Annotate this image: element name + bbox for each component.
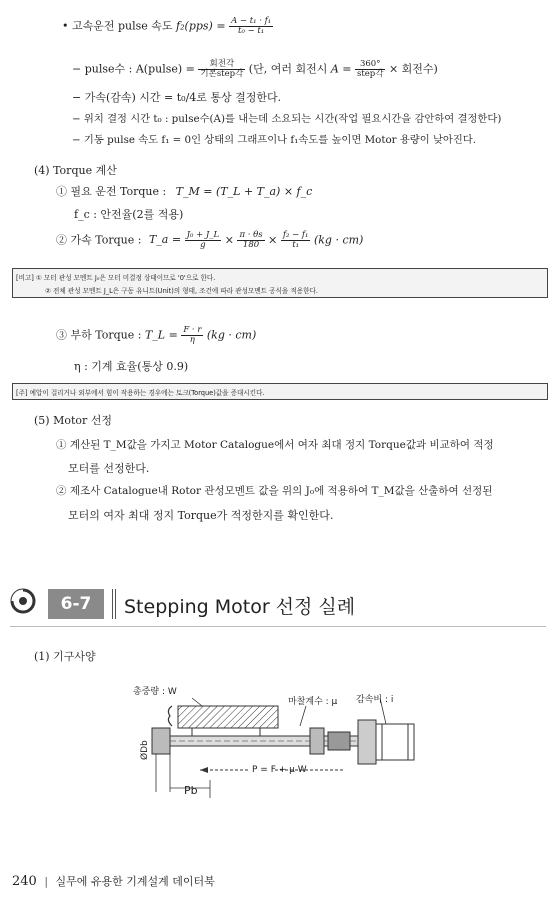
pulse-count-a-expr: A = (330, 62, 352, 76)
section-badge: 6-7 (48, 589, 104, 619)
torque-item1-formula: T_M = (T_L + T_a) × f_c (175, 185, 313, 198)
torque-item2-unit: (kg · cm) (313, 233, 364, 247)
torque-item3-unit: (kg · cm) (206, 328, 257, 342)
high-speed-pulse-fraction (229, 17, 273, 36)
note-ju-line1: [주] 예압이 걸리거나 외부에서 힘이 작용하는 경우에는 토크(Torque)값을 증대시킨다. (16, 389, 265, 397)
torque-item2-frac1 (185, 231, 222, 250)
section-title: Stepping Motor 선정 실례 (124, 596, 356, 618)
torque-item2-frac1-num: J₀ + J_L (186, 230, 220, 240)
motor-select-item2-line2: 모터의 여자 최대 정지 Torque가 적정한지를 확인한다. (68, 509, 334, 522)
high-speed-pulse-line (62, 17, 273, 36)
high-speed-pulse-num: A − t₁ · f₁ (231, 16, 272, 26)
pulse-count-suffix: × 회전수) (388, 62, 438, 76)
note-bigo-line2: ② 전체 관성 모멘트 J_L은 구동 유니트(Unit)의 형태, 조건에 따라 관성모멘트 공식을 적용한다. (45, 287, 318, 295)
torque-heading: (4) Torque 계산 (34, 164, 117, 177)
pulse-count-deg-num: 360° (355, 60, 385, 70)
torque-item2-frac1-den: g (200, 239, 206, 250)
torque-item3-lhs: T_L = (144, 328, 178, 342)
torque-item1 (56, 183, 312, 199)
motor-select-heading: (5) Motor 선정 (34, 414, 113, 427)
right-bearing (310, 728, 324, 754)
torque-item2-frac3 (281, 231, 311, 250)
torque-item2-frac2 (237, 231, 264, 250)
section-underline (10, 626, 546, 627)
torque-item2-frac2-den: 180 (242, 239, 260, 250)
page-footer: 240 | 실무에 유용한 기계설계 데이터북 (12, 874, 215, 889)
pulse-count-deg-fraction (355, 60, 385, 79)
spec-heading: (1) 기구사양 (34, 650, 96, 663)
coupling (328, 732, 350, 750)
positioning-time-line: − 위치 결정 시간 t₀ : pulse수(A)를 내는데 소요되는 시간(작업 필요시간을 감안하여 결정한다) (72, 113, 502, 125)
note-bigo (12, 268, 548, 298)
pulse-count-prefix: − pulse수 : A(pulse) = (72, 62, 195, 76)
torque-item2-frac2-num: π · θs (239, 230, 263, 240)
torque-item1-label: ① 필요 운전 Torque : (56, 185, 167, 198)
eta-line: η : 기계 효율(통상 0.9) (74, 360, 189, 373)
label-reduction: 감속비 : i (356, 695, 394, 705)
pulse-count-line (72, 60, 438, 79)
torque-item3 (56, 326, 256, 345)
pulse-count-middle: (단, 여러 회전시 (248, 62, 328, 76)
high-speed-pulse-den: t₀ − t₁ (238, 25, 265, 36)
torque-item2: ② 가속 Torque : T_a = $\frac{\text{J₀ + J\_L}}{g}$ × $\frac{\pi \cdot \theta s}{180}$ × $\frac{\text{f₂ − f₁}}{\text{t₁}}$ (kg · cm) (56, 230, 364, 250)
label-pitch: Pb (184, 784, 198, 797)
safety-factor-line: f_c : 안전율(2를 적용) (74, 208, 184, 221)
pulse-count-den: 기본step각 (200, 68, 244, 79)
motor-select-item2-line1: ② 제조사 Catalogue내 Rotor 관성모멘트 값을 위의 J₀에 적용하여 T_M값을 산출하여 선정된 (56, 485, 493, 497)
torque-item2-lhs: T_a = (148, 233, 182, 247)
label-weight: 총중량 : W (133, 687, 177, 697)
high-speed-pulse-prefix: • 고속운전 pulse 속도 (62, 19, 173, 33)
book-title: 실무에 유용한 기계설계 데이터북 (55, 875, 215, 888)
section-swirl-icon (10, 588, 36, 614)
torque-item3-den: η (189, 334, 195, 345)
left-bearing (152, 728, 170, 754)
motor-select-item1-line2: 모터를 선정한다. (68, 462, 150, 475)
page-number: 240 (12, 874, 37, 889)
note-ju (12, 383, 548, 400)
label-force: P = F + μ W (252, 765, 307, 775)
torque-item3-num: F · r (183, 325, 202, 335)
label-friction: 마찰계수 : μ (288, 697, 338, 707)
brace-icon (168, 706, 172, 726)
load-table (178, 706, 278, 728)
motor-flange (358, 720, 376, 764)
high-speed-pulse-lhs: f₂(pps) = (176, 19, 226, 33)
force-arrow-icon (200, 767, 208, 773)
section-divider-2 (115, 589, 116, 619)
label-diameter: ØDb (140, 740, 150, 760)
torque-item2-label: ② 가속 Torque : (56, 233, 142, 247)
pulse-count-deg-den: step각 (357, 68, 384, 79)
pulse-count-num: 회전각 (198, 60, 245, 70)
accel-time-line: − 가속(감속) 시간 = t₀/4로 통상 결정한다. (72, 91, 282, 104)
section-divider (112, 589, 113, 619)
torque-item3-frac (181, 326, 203, 345)
torque-item2-frac3-den: t₁ (292, 239, 300, 250)
note-bigo-line1: [비고] ① 모터 관성 모멘트 J₀은 모터 미결정 상태이므로 '0'으로 한다. (16, 274, 216, 282)
torque-item3-label: ③ 부하 Torque : (56, 328, 142, 342)
torque-item2-frac3-num: f₂ − f₁ (282, 230, 309, 240)
pulse-count-fraction (198, 60, 245, 79)
start-pulse-line: − 기동 pulse 속도 f₁ = 0인 상태의 그래프이나 f₁속도를 높이면 Motor 용량이 낮아진다. (72, 134, 477, 146)
motor-select-item1-line1: ① 계산된 T_M값을 가지고 Motor Catalogue에서 여자 최대 정지 Torque값과 비교하여 적정 (56, 439, 494, 451)
